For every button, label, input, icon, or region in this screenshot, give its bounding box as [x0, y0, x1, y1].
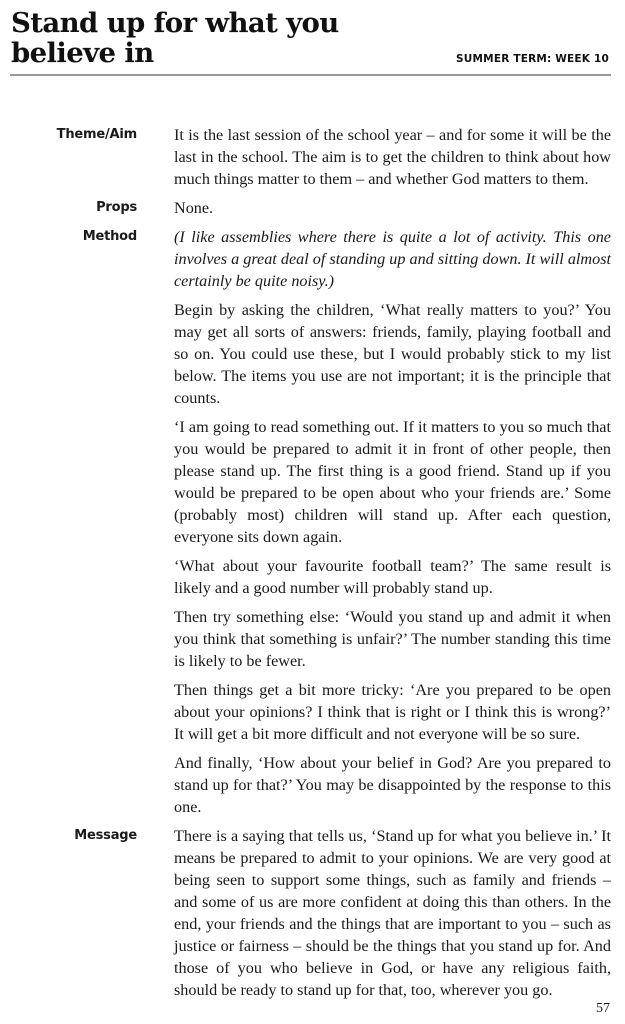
method-paragraph: Then try something else: ‘Would you stand up and admit it when you think that something is unfair?’ The number standing this time is likely to be fewer.: [174, 608, 611, 670]
term-week-label: SUMMER TERM: WEEK 10: [456, 53, 609, 65]
section-label-props: Props: [96, 200, 137, 215]
section-body-method: [174, 226, 611, 818]
section-label-theme-aim: Theme/Aim: [56, 127, 137, 142]
page-title: Stand up for what you believe in: [11, 7, 339, 69]
message-paragraph: There is a saying that tells us, ‘Stand up for what you believe in.’ It means be prepared to admit to your opinions. We are very good at being seen to support some things, such as family and friends – and some of us are more confident at doing this than others. In the end, your friends and the things that are important to you – such as justice or fairness – should be the things that you stand up for. And those of you who believe in God, or have any religious faith, should be ready to stand up for that, too, wherever you go.: [174, 827, 611, 999]
theme-paragraph: It is the last session of the school year – and for some it will be the last in the school. The aim is to get the children to think about how much things matter to them – and whether God matters to them.: [174, 126, 611, 188]
section-message: [0, 825, 625, 1001]
lesson-content: [0, 124, 625, 1008]
method-paragraph: And finally, ‘How about your belief in God? Are you prepared to stand up for that?’ You may be disappointed by the response to this one.: [174, 754, 611, 816]
section-body-theme-aim: [174, 124, 611, 190]
method-paragraph: Then things get a bit more tricky: ‘Are you prepared to be open about your opinions? I think that is right or I think this is wrong?’ It will get a bit more difficult and not everyone will be so sure.: [174, 681, 611, 743]
method-note: (I like assemblies where there is quite a lot of activity. This one involves a great deal of standing up and sitting down. It will almost certainly be quite noisy.): [174, 228, 611, 290]
section-label-method: Method: [82, 229, 137, 244]
method-paragraph: ‘I am going to read something out. If it matters to you so much that you would be prepared to admit it in front of other people, then please stand up. The first thing is a good friend. Stand up if you would be prepared to be open about who your friends are.’ Some (probably most) children will stand up. After each question, everyone sits down again.: [174, 418, 611, 546]
method-paragraph: ‘What about your favourite football team?’ The same result is likely and a good number will probably stand up.: [174, 557, 611, 597]
section-props: [0, 197, 625, 219]
section-body-props: [174, 197, 611, 219]
section-label-message: Message: [74, 828, 137, 843]
page-number: 57: [596, 1001, 610, 1016]
section-theme-aim: [0, 124, 625, 190]
header-divider: [10, 74, 611, 76]
section-body-message: [174, 825, 611, 1001]
method-paragraph: Begin by asking the children, ‘What really matters to you?’ You may get all sorts of answers: friends, family, playing football and so on. You could use these, but I would probably stick to my list below. The items you use are not important; it is the principle that counts.: [174, 301, 611, 407]
section-method: [0, 226, 625, 818]
props-paragraph: None.: [174, 199, 214, 217]
